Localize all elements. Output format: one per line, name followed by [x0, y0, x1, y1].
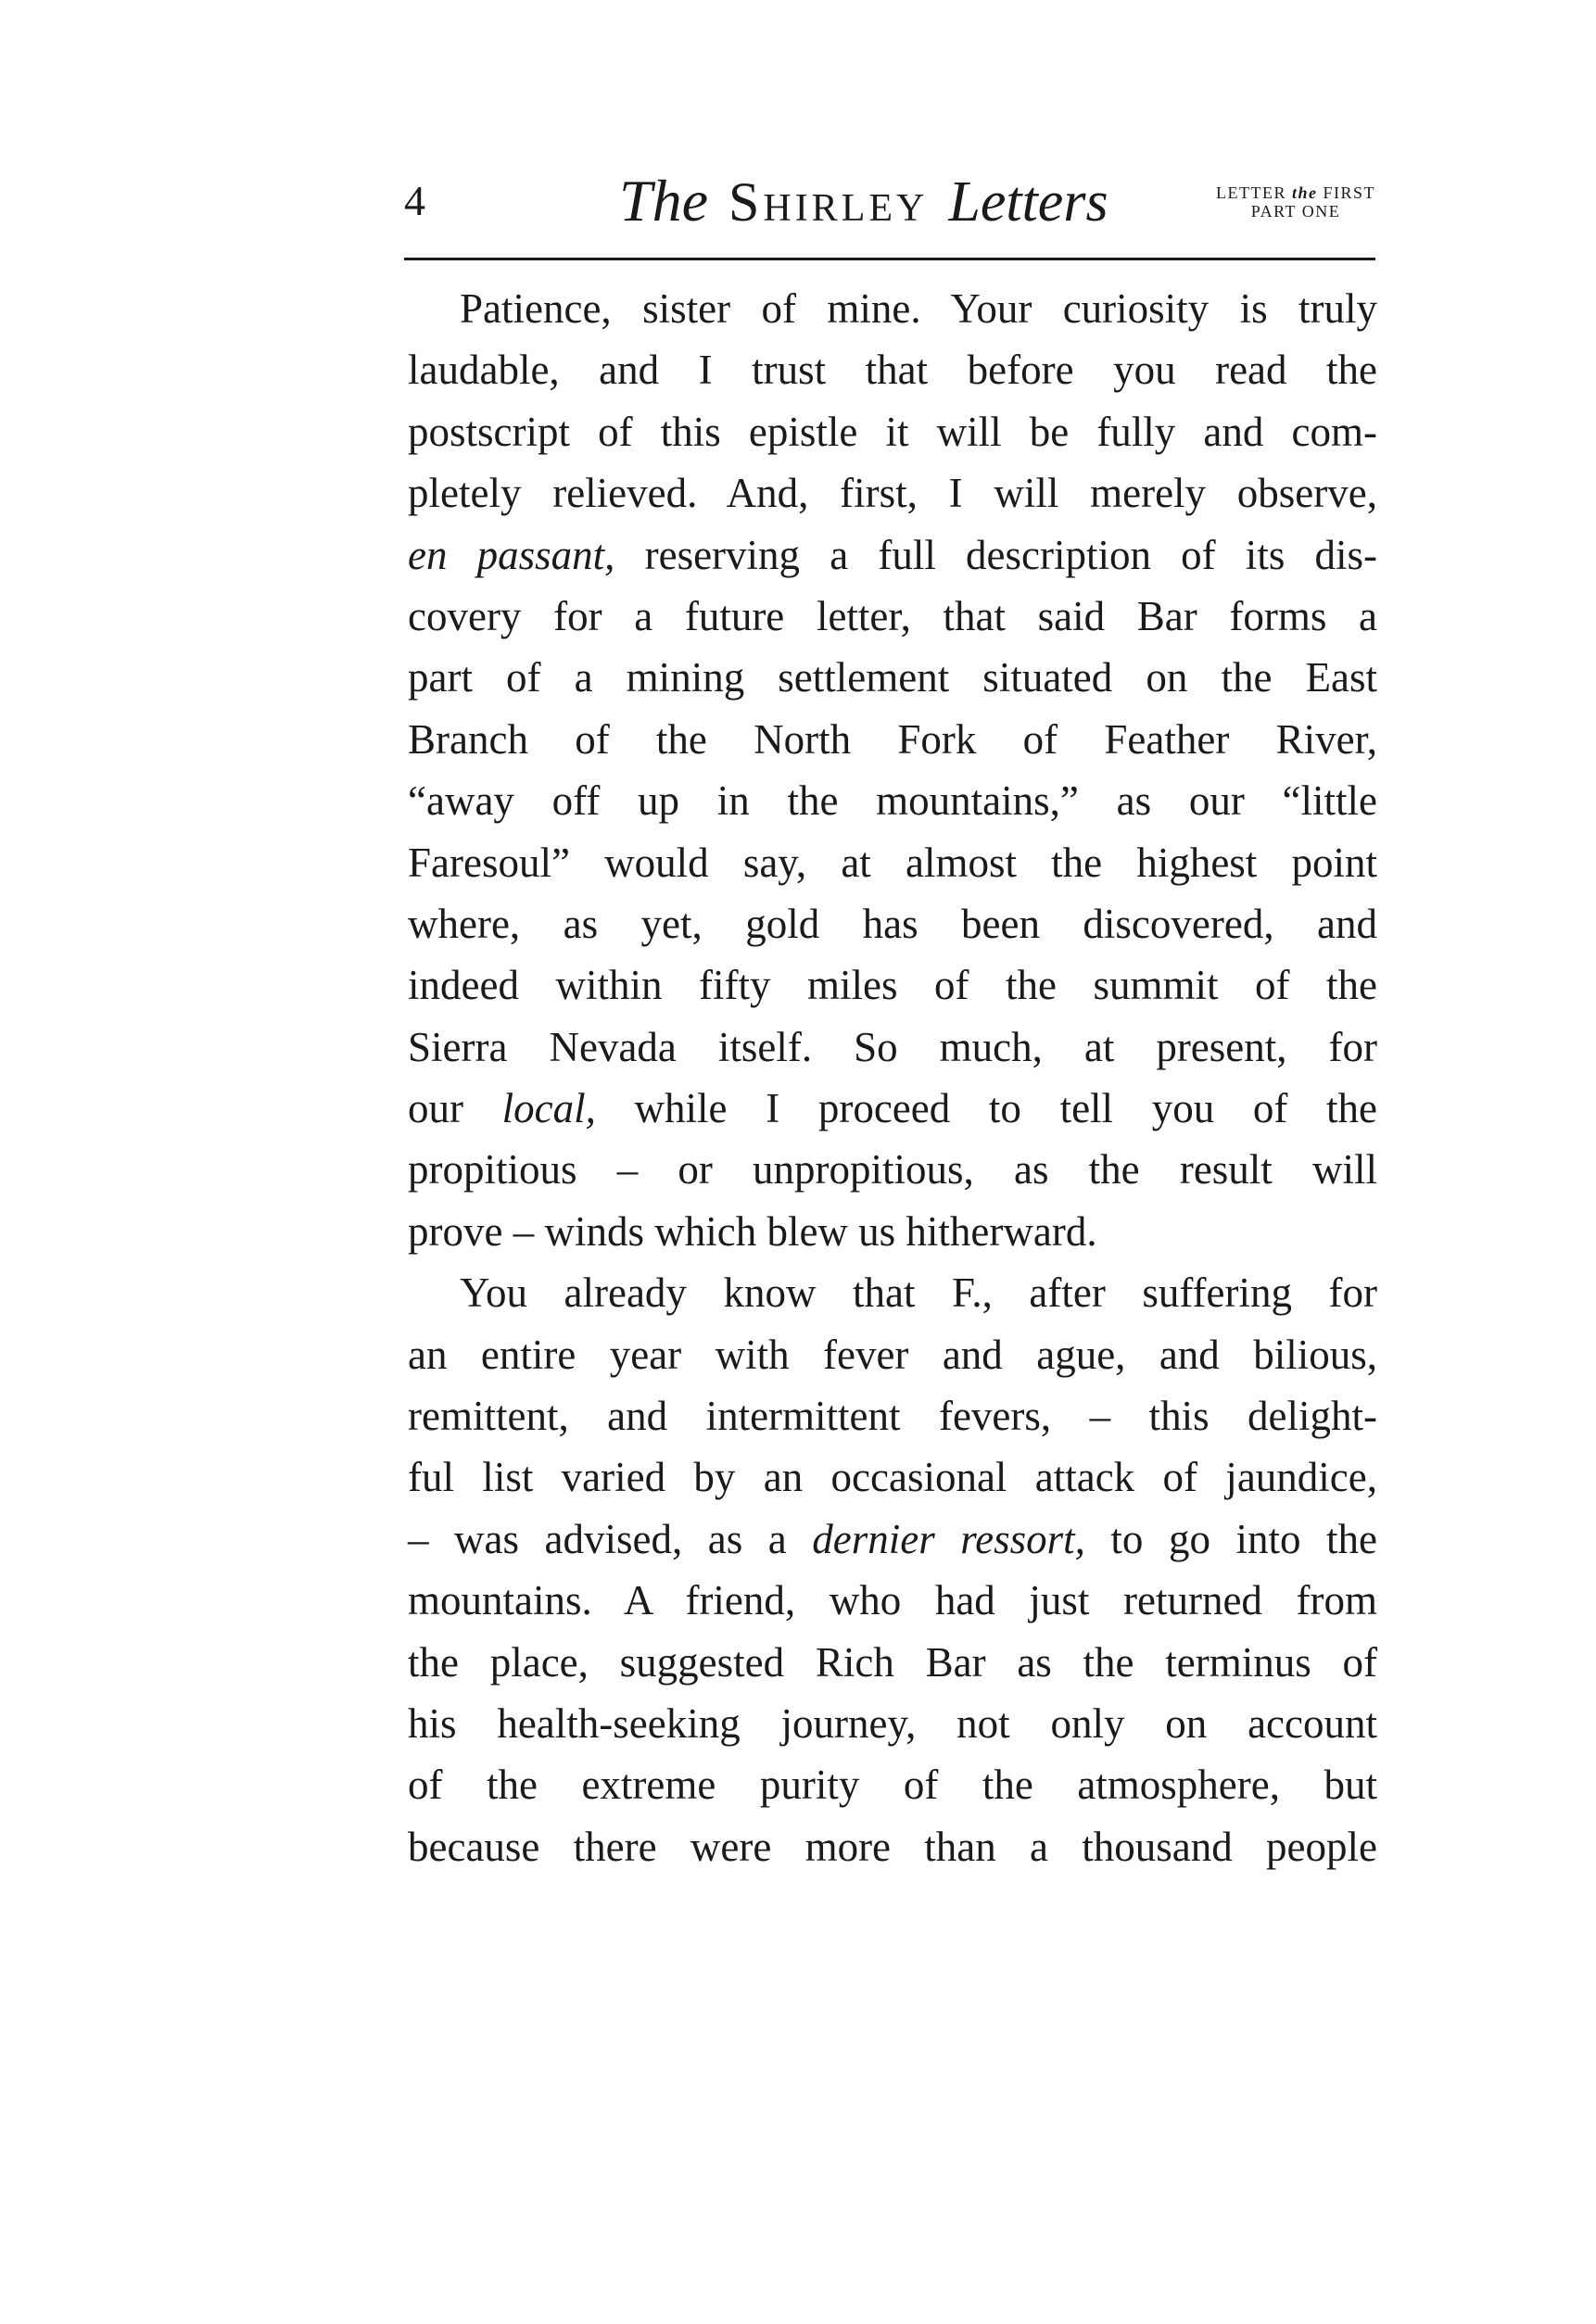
section-first: FIRST — [1323, 183, 1375, 202]
book-title — [619, 167, 1108, 235]
text-line — [408, 954, 1377, 1016]
line-text: mountains. A friend, who had just returned from — [408, 1577, 1377, 1624]
section-letter: LETTER — [1215, 183, 1286, 202]
text-line — [408, 1139, 1377, 1200]
line-text: laudable, and I trust that before you read the — [408, 347, 1377, 394]
line-text: where, as yet, gold has been discovered, and — [408, 900, 1377, 947]
body-text — [408, 278, 1377, 1877]
text-line — [408, 1446, 1377, 1508]
text-line — [408, 401, 1377, 462]
text-line — [408, 1754, 1377, 1815]
line-text: part of a mining settlement situated on the East — [408, 654, 1377, 701]
line-text-pre: our — [408, 1085, 502, 1132]
text-line — [408, 1570, 1377, 1631]
line-text: postscript of this epistle it will be fully and com- — [408, 408, 1377, 455]
text-line — [408, 1262, 1377, 1323]
text-line — [408, 1017, 1377, 1078]
header-rule — [404, 258, 1375, 260]
line-text: Sierra Nevada itself. So much, at present, for — [408, 1023, 1377, 1070]
line-text: Faresoul” would say, at almost the highest point — [408, 839, 1377, 886]
line-text: prove – winds which blew us hitherward. — [408, 1207, 1097, 1255]
text-line — [408, 339, 1377, 400]
text-line — [408, 1509, 1377, 1570]
line-text: propitious – or unpropitious, as the result will — [408, 1146, 1377, 1194]
line-text-post: while I proceed to tell you of the — [595, 1085, 1377, 1132]
text-line — [408, 1816, 1377, 1877]
text-line — [408, 770, 1377, 831]
line-text-italic: local, — [501, 1085, 596, 1132]
title-letters: Letters — [948, 171, 1108, 234]
section-label — [1216, 183, 1375, 221]
text-line — [408, 893, 1377, 954]
line-text-italic: dernier ressort, — [812, 1515, 1085, 1562]
line-text: indeed within fifty miles of the summit of the — [408, 962, 1377, 1009]
text-line — [408, 462, 1377, 524]
line-text-post: reserving a full description of its dis- — [614, 531, 1378, 578]
line-text: ful list varied by an occasional attack of jaundice, — [408, 1454, 1377, 1501]
text-line — [408, 1201, 1377, 1262]
line-text: of the extreme purity of the atmosphere, but — [408, 1762, 1377, 1809]
line-text: Branch of the North Fork of Feather River, — [408, 715, 1377, 763]
text-line — [408, 1078, 1377, 1139]
text-line — [408, 1693, 1377, 1754]
line-text-italic: en passant, — [408, 531, 615, 578]
line-text-pre: – was advised, as a — [408, 1515, 813, 1562]
line-text: “away off up in the mountains,” as our “little — [408, 777, 1377, 825]
line-text: You already know that F., after suffering for — [460, 1269, 1377, 1317]
page-number: 4 — [404, 177, 425, 224]
text-line — [408, 278, 1377, 339]
line-text: an entire year with fever and ague, and bilious, — [408, 1331, 1377, 1378]
line-text: pletely relieved. And, first, I will merely observe, — [408, 470, 1377, 517]
line-text: covery for a future letter, that said Bar forms a — [408, 592, 1377, 639]
text-line — [408, 832, 1377, 893]
title-the: The — [619, 168, 708, 234]
title-shirley: Shirley — [728, 171, 929, 233]
section-part: PART ONE — [1250, 202, 1341, 221]
text-line — [408, 1632, 1377, 1693]
line-text: remittent, and intermittent fevers, – this delight- — [408, 1393, 1377, 1440]
line-text: because there were more than a thousand people — [408, 1823, 1377, 1870]
section-the: the — [1291, 183, 1318, 202]
text-line — [408, 1324, 1377, 1385]
text-line — [408, 647, 1377, 708]
running-head — [404, 167, 1375, 250]
line-text: Patience, sister of mine. Your curiosity is truly — [460, 285, 1377, 332]
text-line — [408, 586, 1377, 647]
line-text-post: to go into the — [1084, 1515, 1378, 1562]
line-text: the place, suggested Rich Bar as the terminus of — [408, 1638, 1377, 1686]
line-text: his health-seeking journey, not only on account — [408, 1699, 1377, 1747]
text-line — [408, 709, 1377, 770]
section-label-line1 — [1216, 183, 1375, 202]
text-line — [408, 1385, 1377, 1446]
text-line — [408, 524, 1377, 586]
